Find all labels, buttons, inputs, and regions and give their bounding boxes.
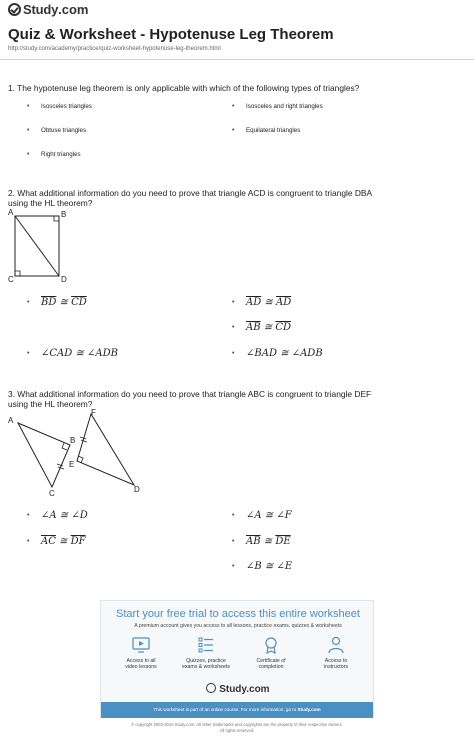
study-com-link[interactable]: Study.com [297,707,321,712]
certificate-icon [261,635,281,655]
label-b: B [61,210,67,219]
radio-dot-icon[interactable]: • [232,126,235,134]
logo-text: Study [23,2,59,17]
q1-option-3[interactable]: • Obtuse triangles [27,126,87,134]
radio-dot-icon[interactable]: • [27,349,30,357]
q3-option-1-math: ∠A ≅ ∠D [41,510,88,521]
q2-option-4-math: ∠CAD ≅ ∠ADB [41,348,118,359]
q3-option-3[interactable] [27,536,86,547]
q3-option-4-math: $\overline{AB}$ ≅ $\overline{DE}$ [246,536,291,547]
quiz-list-icon [196,635,216,655]
radio-dot-icon[interactable]: • [232,349,235,357]
q1-option-5[interactable]: • Right triangles [27,150,81,158]
label-c: C [8,275,14,284]
header [0,0,474,20]
label-d: D [61,275,67,284]
q1-option-1[interactable]: • Isosceles triangles [27,102,92,110]
q2-option-3-math: $\overline{AB}$ ≅ $\overline{CD}$ [246,322,291,333]
label-a: A [8,416,14,425]
checkmark-logo-icon [8,3,21,16]
question-3-text: 3. What additional information do you need to prove that triangle ABC is congruent to triangle DEF using the HL theorem? [8,389,372,409]
header-divider [0,59,474,60]
q3-option-5[interactable] [232,561,292,572]
promo-subtitle: A premium account gives you access to all lessons, practice exams, quizzes & worksheets [134,623,342,629]
radio-dot-icon[interactable]: • [232,537,235,545]
video-lesson-icon [131,635,151,655]
radio-dot-icon[interactable]: • [27,537,30,545]
radio-dot-icon[interactable]: • [27,150,30,158]
q3-option-3-math: $\overline{AC}$ ≅ $\overline{DF}$ [41,536,86,547]
q3-option-4[interactable] [232,536,291,547]
radio-dot-icon[interactable]: • [27,511,30,519]
free-trial-promo[interactable] [100,600,374,718]
page-title: Quiz & Worksheet - Hypotenuse Leg Theorem [8,26,334,43]
label-a: A [8,208,14,217]
promo-info-bar: This worksheet is part of an online course. For more information, go to Study.com [101,702,373,718]
q3-option-2[interactable] [232,510,292,521]
label-e: E [69,460,75,469]
radio-dot-icon[interactable]: • [232,511,235,519]
feature-certificate: Certificate of completion [239,635,303,671]
question-2-text: 2. What additional information do you need to prove that triangle ACD is congruent to triangle DBA using the HL theorem? [8,188,372,208]
q2-option-1-math: $\overline{BD}$ ≅ $\overline{CD}$ [41,297,87,308]
q2-option-5-math: ∠BAD ≅ ∠ADB [246,348,323,359]
instructor-icon [326,635,346,655]
q3-option-1[interactable] [27,510,88,521]
radio-dot-icon[interactable]: • [232,102,235,110]
q2-option-2-math: $\overline{AD}$ ≅ $\overline{AD}$ [246,297,292,308]
promo-title[interactable]: Start your free trial to access this entire worksheet [116,608,360,620]
study-logo[interactable] [8,2,88,17]
q1-option-4[interactable]: • Equilateral triangles [232,126,301,134]
label-d: D [134,485,140,494]
label-c: C [49,489,55,497]
radio-dot-icon[interactable]: • [232,323,235,331]
feature-instructors: Access to instructors [304,635,368,671]
label-b: B [70,436,76,445]
q2-option-1[interactable] [27,297,87,308]
q2-option-3[interactable] [232,322,291,333]
q3-option-2-math: ∠A ≅ ∠F [246,510,292,521]
page-url: http://study.com/academy/practice/quiz-worksheet-hypotenuse-leg-theorem.html [8,46,221,52]
q1-option-2[interactable]: • Isosceles and right triangles [232,102,323,110]
radio-dot-icon[interactable]: • [27,102,30,110]
radio-dot-icon[interactable]: • [27,298,30,306]
radio-dot-icon[interactable]: • [27,126,30,134]
copyright-footer: © copyright 2003-2015 Study.com. All other trademarks and copyrights are the property of their respective owners. All rights reserved. [131,722,343,733]
radio-dot-icon[interactable]: • [232,562,235,570]
q2-square-figure [6,206,70,286]
question-1-text: 1. The hypotenuse leg theorem is only applicable with which of the following types of triangles? [8,83,360,93]
feature-quizzes: Quizzes, practice exams & worksheets [174,635,238,671]
label-f: F [91,408,96,417]
logo-suffix: .com [58,2,89,17]
checkmark-logo-icon [206,683,216,693]
q3-triangles-figure [6,405,146,497]
q3-option-5-math: ∠B ≅ ∠E [246,561,293,572]
q2-option-2[interactable] [232,297,291,308]
promo-study-logo[interactable]: Study.com [101,683,375,695]
q2-option-4[interactable] [27,348,118,359]
q2-option-5[interactable] [232,348,323,359]
radio-dot-icon[interactable]: • [232,298,235,306]
feature-video-lessons: Access to all video lessons [109,635,173,671]
